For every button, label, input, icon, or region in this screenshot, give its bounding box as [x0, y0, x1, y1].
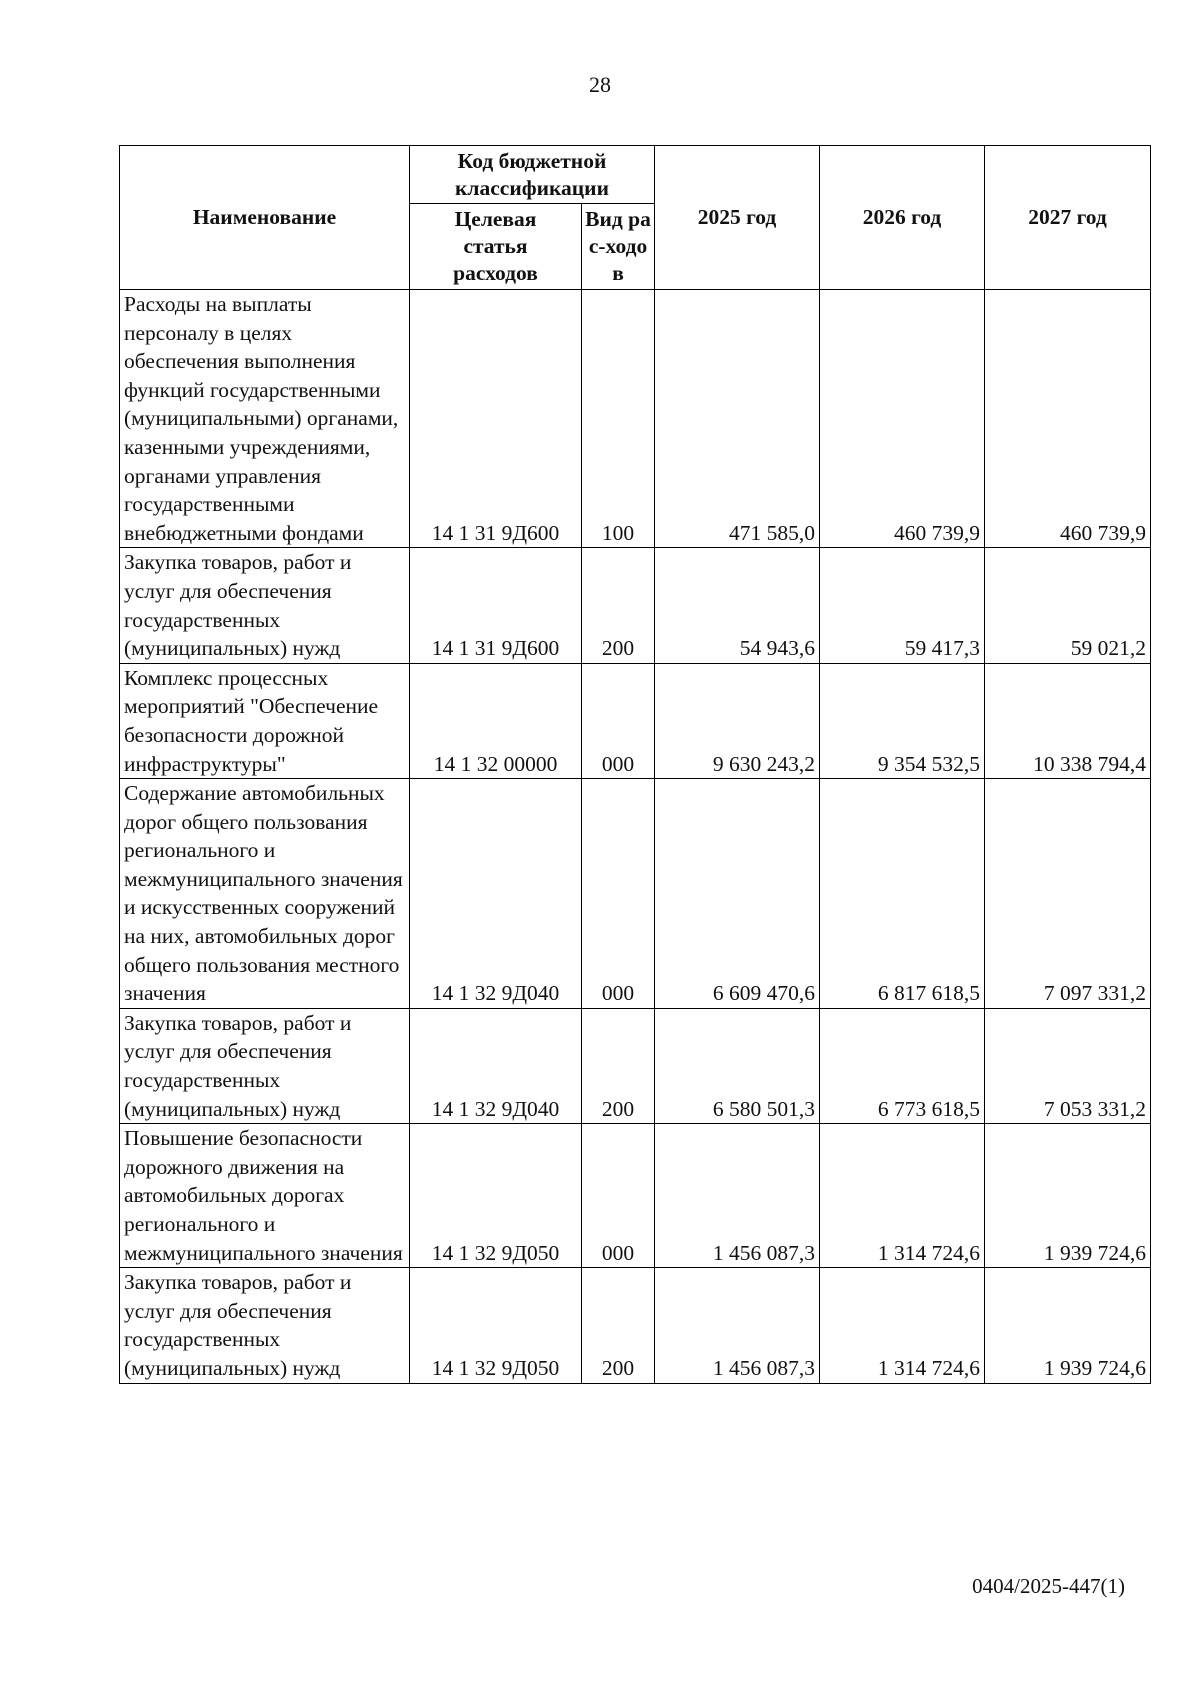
row-kind: 000 [582, 1124, 655, 1268]
row-2027: 7 097 331,2 [985, 779, 1151, 1009]
row-2025: 471 585,0 [655, 290, 820, 548]
page-number: 28 [589, 72, 611, 97]
row-2027: 59 021,2 [985, 548, 1151, 663]
row-2027: 460 739,9 [985, 290, 1151, 548]
row-2027: 1 939 724,6 [985, 1268, 1151, 1383]
row-2026: 59 417,3 [820, 548, 985, 663]
header-target-article: Целевая статья расходов [410, 204, 582, 290]
row-code: 14 1 31 9Д600 [410, 548, 582, 663]
table-row [120, 1268, 1151, 1383]
table-row [120, 779, 1151, 1009]
row-kind: 200 [582, 1268, 655, 1383]
header-code-group: Код бюджетной классификации [410, 146, 655, 204]
row-2025: 1 456 087,3 [655, 1124, 820, 1268]
row-code: 14 1 32 9Д050 [410, 1268, 582, 1383]
row-kind: 100 [582, 290, 655, 548]
row-2025: 6 609 470,6 [655, 779, 820, 1009]
header-name: Наименование [120, 146, 410, 290]
row-2025: 1 456 087,3 [655, 1268, 820, 1383]
row-name: Расходы на выплаты персоналу в целях обеспечения выполнения функций государственными (муниципальными) органами, казенными учреждениями, органами управления государственными внебюджетными фондами [120, 290, 410, 548]
row-kind: 000 [582, 779, 655, 1009]
row-code: 14 1 32 9Д040 [410, 779, 582, 1009]
row-name: Повышение безопасности дорожного движения на автомобильных дорогах регионального и межмуниципального значения [120, 1124, 410, 1268]
header-expense-type: Вид рас-ходов [582, 204, 655, 290]
row-2025: 54 943,6 [655, 548, 820, 663]
row-2026: 460 739,9 [820, 290, 985, 548]
row-2025: 9 630 243,2 [655, 663, 820, 778]
row-2026: 1 314 724,6 [820, 1124, 985, 1268]
table-row [120, 663, 1151, 778]
header-year-2027: 2027 год [985, 146, 1151, 290]
table-header [120, 146, 1151, 290]
row-code: 14 1 32 00000 [410, 663, 582, 778]
row-code: 14 1 32 9Д050 [410, 1124, 582, 1268]
table-row [120, 1124, 1151, 1268]
row-kind: 000 [582, 663, 655, 778]
row-2027: 1 939 724,6 [985, 1124, 1151, 1268]
budget-table [119, 145, 1151, 1384]
header-year-2026: 2026 год [820, 146, 985, 290]
header-year-2025: 2025 год [655, 146, 820, 290]
row-2027: 10 338 794,4 [985, 663, 1151, 778]
row-name: Комплекс процессных мероприятий "Обеспечение безопасности дорожной инфраструктуры" [120, 663, 410, 778]
row-2026: 6 773 618,5 [820, 1008, 985, 1123]
row-name: Закупка товаров, работ и услуг для обеспечения государственных (муниципальных) нужд [120, 1008, 410, 1123]
row-2025: 6 580 501,3 [655, 1008, 820, 1123]
document-code: 0404/2025-447(1) [972, 1574, 1125, 1598]
table-row [120, 1008, 1151, 1123]
row-2026: 1 314 724,6 [820, 1268, 985, 1383]
row-name: Закупка товаров, работ и услуг для обеспечения государственных (муниципальных) нужд [120, 548, 410, 663]
row-name: Содержание автомобильных дорог общего пользования регионального и межмуниципального значения и искусственных сооружений на них, автомобильных дорог общего пользования местного значения [120, 779, 410, 1009]
row-name: Закупка товаров, работ и услуг для обеспечения государственных (муниципальных) нужд [120, 1268, 410, 1383]
row-code: 14 1 32 9Д040 [410, 1008, 582, 1123]
row-code: 14 1 31 9Д600 [410, 290, 582, 548]
table-row [120, 290, 1151, 548]
row-2027: 7 053 331,2 [985, 1008, 1151, 1123]
row-2026: 9 354 532,5 [820, 663, 985, 778]
table-row [120, 548, 1151, 663]
row-kind: 200 [582, 548, 655, 663]
row-2026: 6 817 618,5 [820, 779, 985, 1009]
row-kind: 200 [582, 1008, 655, 1123]
